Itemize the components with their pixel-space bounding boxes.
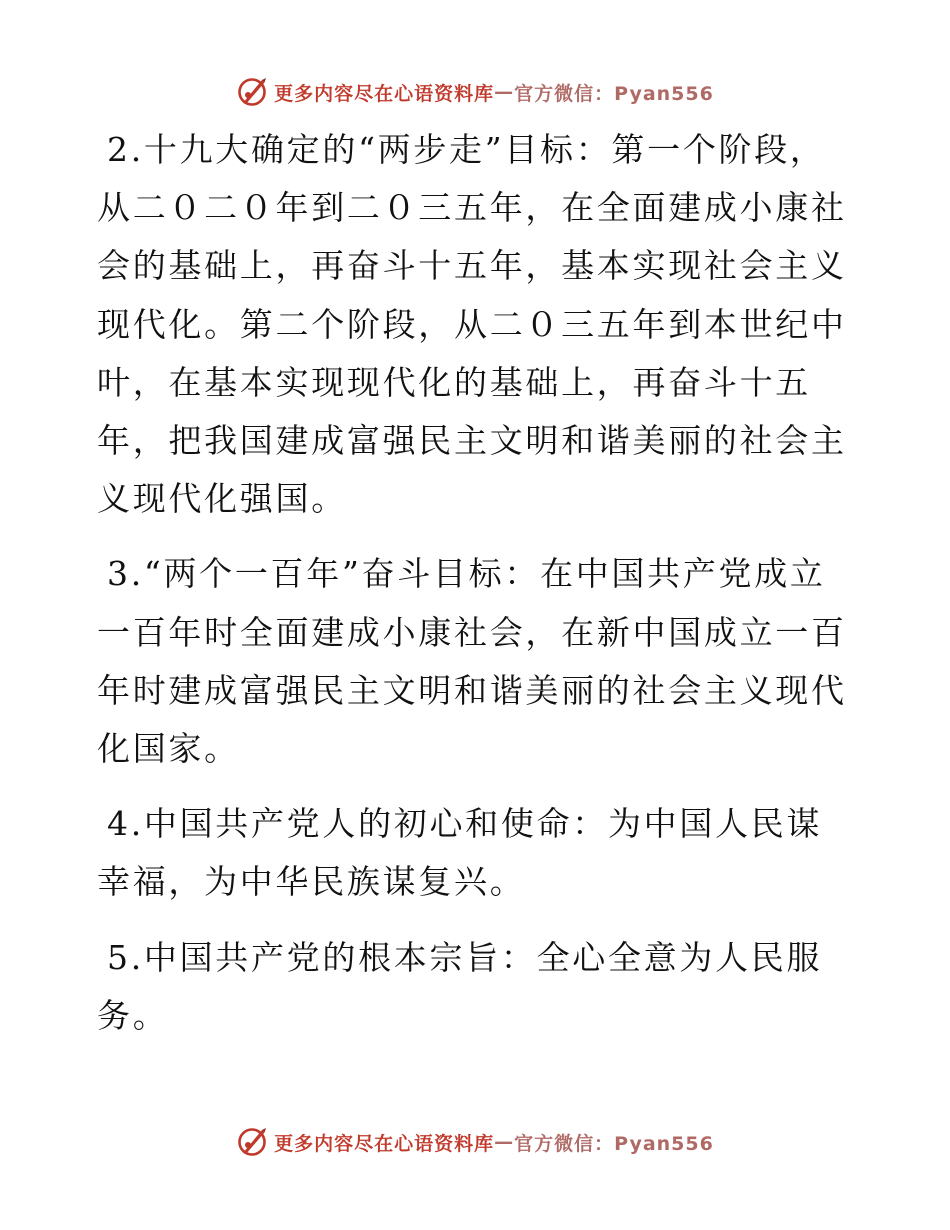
banner-text: 更多内容尽在心语资料库 bbox=[274, 1132, 495, 1155]
banner-contact: 官方微信：Pyan556 bbox=[514, 1132, 714, 1155]
pen-circle-logo-icon bbox=[236, 1126, 268, 1158]
banner-text: 更多内容尽在心语资料库 bbox=[274, 82, 495, 105]
paragraph-item-4: 4.中国共产党人的初心和使命：为中国人民谋幸福，为中华民族谋复兴。 bbox=[97, 804, 823, 902]
banner-dash: — bbox=[494, 1131, 515, 1153]
footer-banner bbox=[0, 1122, 950, 1162]
paragraph-item-3: 3.“两个一百年”奋斗目标：在中国共产党成立一百年时全面建成小康社会，在新中国成立一百年时建成富强民主文明和谐美丽的社会主义现代化国家。 bbox=[97, 554, 847, 769]
pen-circle-logo-icon bbox=[236, 76, 268, 108]
banner-contact: 官方微信：Pyan556 bbox=[514, 82, 714, 105]
document-body bbox=[97, 121, 857, 1062]
header-banner bbox=[0, 72, 950, 112]
banner-dash: — bbox=[494, 81, 515, 103]
paragraph-item-2: 2.十九大确定的“两步走”目标：第一个阶段，从二０二０年到二０三五年，在全面建成小康社会的基础上，再奋斗十五年，基本实现社会主义现代化。第二个阶段，从二０三五年到本世纪中叶，在基本实现现代化的基础上，再奋斗十五年，把我国建成富强民主文明和谐美丽的社会主义现代化强国。 bbox=[97, 130, 847, 519]
paragraph-item-5: 5.中国共产党的根本宗旨：全心全意为人民服务。 bbox=[97, 937, 823, 1035]
